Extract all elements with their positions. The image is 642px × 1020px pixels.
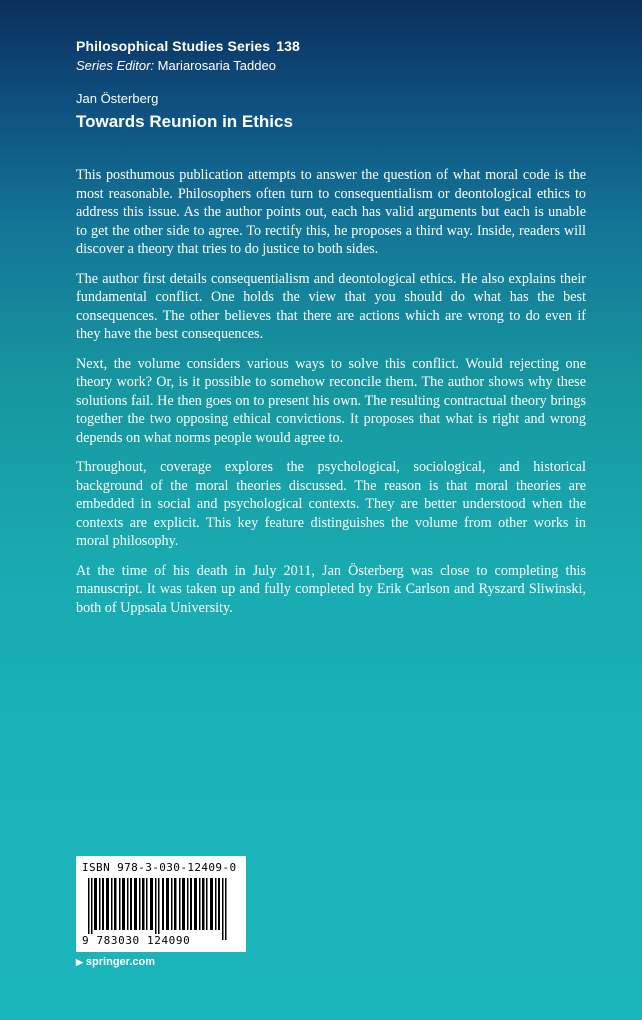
blurb bbox=[76, 166, 586, 628]
blurb-paragraph-2: The author first details consequentialism and deontological ethics. He also explains their fundamental conflict. One holds the view that you should do what has the best consequences. The other believes that there are actions which are wrong to do even if they have the best consequences. bbox=[76, 270, 586, 342]
publisher-link[interactable] bbox=[76, 956, 155, 968]
series-number: 138 bbox=[276, 38, 300, 54]
isbn-label: ISBN 978-3-030-12409-0 bbox=[82, 861, 237, 874]
publisher-link-text[interactable]: springer.com bbox=[85, 956, 155, 968]
series-editor-name: Mariarosaria Taddeo bbox=[157, 58, 276, 73]
series-title: Philosophical Studies Series 138 bbox=[76, 38, 300, 54]
isbn-barcode bbox=[76, 856, 246, 952]
triangle-right-icon: ▶ bbox=[76, 957, 83, 967]
barcode-digits: 9 783030 124090 bbox=[82, 934, 191, 947]
blurb-paragraph-5: At the time of his death in July 2011, Jan Österberg was close to completing this manuscript. It was taken up and fully completed by Erik Carlson and Ryszard Sliwinski, both of Uppsala University. bbox=[76, 562, 586, 616]
blurb-paragraph-4: Throughout, coverage explores the psychological, sociological, and historical background of the moral theories discussed. The reason is that moral theories are embedded in social and psychological contexts. They are better understood when the contexts are explicit. This key feature distinguishes the volume from other works in moral philosophy. bbox=[76, 459, 586, 549]
series-editor bbox=[76, 58, 300, 73]
blurb-paragraph-3: Next, the volume considers various ways to solve this conflict. Would rejecting one theory work? Or, is it possible to somehow reconcile them. The author shows why these solutions fail. He then goes on to present his own. The resulting contractual theory brings together the two opposing ethical convictions. It proposes that what is right and wrong depends on what norms people would agree to. bbox=[76, 355, 586, 446]
blurb-paragraph-1: This posthumous publication attempts to answer the question of what moral code is the most reasonable. Philosophers often turn to consequentialism or deontological ethics to address this issue. As the author points out, each has valid arguments but each is unable to get the other side to agree. To rectify this, he proposes a third way. Inside, readers will discover a theory that tries to do justice to both sides. bbox=[76, 167, 586, 257]
barcode-bars-icon bbox=[84, 878, 238, 940]
series-header bbox=[76, 38, 300, 73]
series-editor-label: Series Editor: bbox=[76, 58, 155, 73]
book-author: Jan Österberg bbox=[76, 91, 159, 106]
book-title: Towards Reunion in Ethics bbox=[76, 112, 293, 131]
